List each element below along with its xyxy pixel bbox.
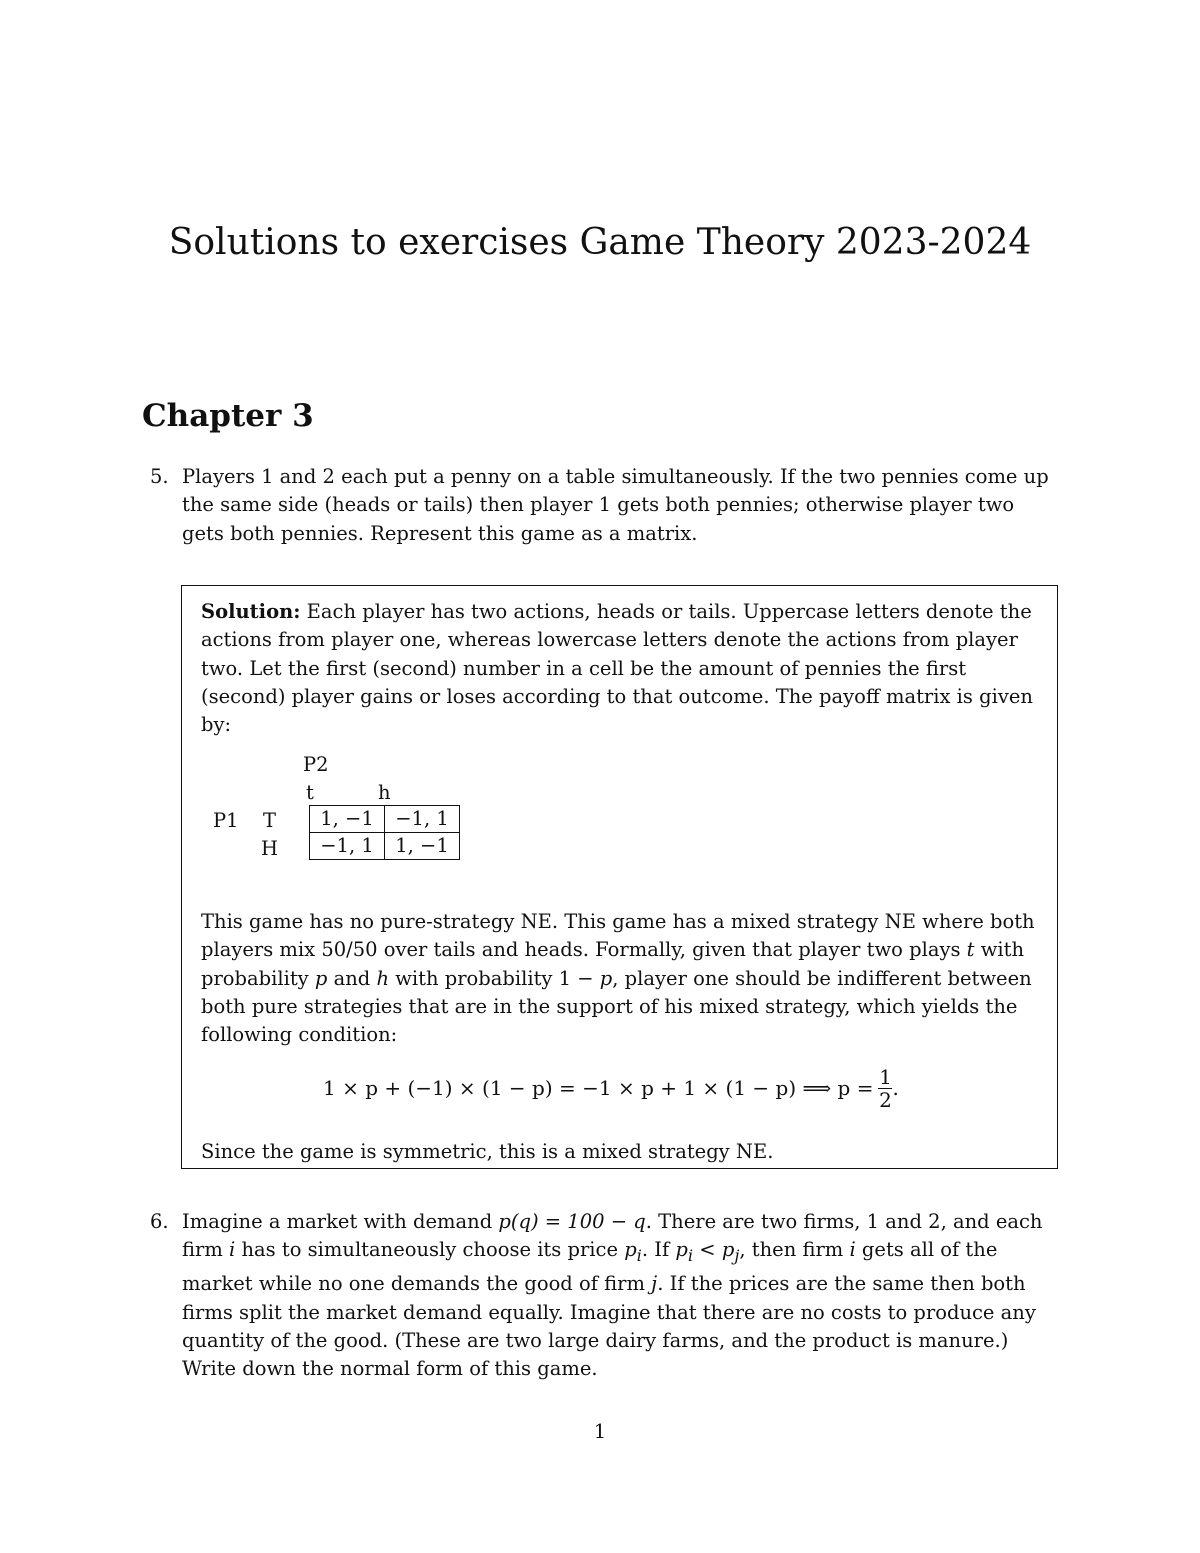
payoff-cell: −1, 1 — [385, 806, 460, 833]
payoff-table — [309, 805, 460, 860]
math-var: p — [314, 966, 328, 990]
text-run: with probability — [201, 938, 1025, 990]
exercise-5 — [150, 463, 1062, 548]
math-var: i — [229, 1238, 236, 1262]
payoff-cell: −1, 1 — [310, 833, 385, 860]
indifference-equation — [323, 1066, 899, 1111]
table-row — [310, 806, 460, 833]
solution-box — [181, 585, 1058, 1169]
text-run: gets all of the market while no one demands the good of firm — [182, 1238, 998, 1296]
math-subscript: i — [636, 1246, 642, 1266]
text-run: and — [327, 966, 377, 990]
solution-conclusion: Since the game is symmetric, this is a mixed strategy NE. — [201, 1140, 774, 1163]
exercise-number: 5. — [150, 465, 169, 488]
text-run: . If the prices are the same then both firms split the market demand equally. Imagine that there are no costs to produce any quantity of the good. (These are two large dairy farms, and the product is manure.) Write down the normal form of this game. — [182, 1272, 1036, 1381]
math-var: p — [624, 1238, 637, 1262]
text-run: , then firm — [739, 1238, 850, 1262]
text-run: . If — [641, 1238, 676, 1262]
math-var: j — [651, 1272, 658, 1296]
math-var: h — [376, 966, 390, 990]
fraction — [878, 1066, 892, 1111]
exercise-text: Players 1 and 2 each put a penny on a table simultaneously. If the two pennies come up the same side (heads or tails) then player 1 gets both pennies; otherwise player two gets both pennies. Represent this game as a matrix. — [182, 465, 1049, 545]
col-action-label: t — [306, 781, 314, 804]
page-number: 1 — [593, 1420, 607, 1443]
row-action-label: H — [261, 837, 279, 860]
page-title: Solutions to exercises Game Theory 2023-2024 — [168, 222, 1032, 263]
text-run: has to simultaneously choose its price — [235, 1238, 625, 1262]
exercise-number: 6. — [150, 1210, 169, 1233]
text-run: This game has no pure-strategy NE. This game has a mixed strategy NE where both players mix 50/50 over tails and heads. Formally, given that player two plays — [201, 910, 1035, 962]
solution-content — [201, 598, 1043, 1163]
solution-intro-text: Each player has two actions, heads or tails. Uppercase letters denote the actions from player one, whereas lowercase letters denote the actions from player two. Let the first (second) number in a cell be the amount of pennies the first (second) player gains or loses according to that outcome. The payoff matrix is given by: — [201, 600, 1033, 737]
solution-intro — [201, 598, 1043, 739]
chapter-heading: Chapter 3 — [142, 398, 314, 434]
table-row — [310, 833, 460, 860]
text-run: Imagine a market with demand — [182, 1210, 499, 1233]
math-var: i — [849, 1238, 856, 1262]
exercise-6 — [150, 1208, 1062, 1384]
math-operator: < — [693, 1238, 722, 1262]
fraction-denominator: 2 — [879, 1088, 892, 1112]
equation-end: . — [892, 1076, 899, 1101]
row-action-label: T — [263, 809, 277, 832]
text-run: , player one should be indifferent between both pure strategies that are in the support of his mixed strategy, which yields the following condition: — [201, 966, 1032, 1047]
payoff-cell: 1, −1 — [310, 806, 385, 833]
text-run: . There are two firms, 1 and 2, and each firm — [182, 1210, 1043, 1262]
math-subscript: i — [687, 1246, 694, 1266]
text-run: with probability 1 − — [389, 966, 600, 990]
solution-analysis — [201, 908, 1043, 1049]
math-var: p — [675, 1238, 688, 1262]
equation-lhs: 1 × p + (−1) × (1 − p) = −1 × p + 1 × (1 − p) ⟹ p = — [323, 1076, 874, 1101]
math-var: t — [966, 938, 975, 962]
math-subscript: j — [734, 1246, 740, 1266]
fraction-numerator: 1 — [879, 1065, 892, 1089]
math-expr: p(q) = 100 − q — [498, 1210, 646, 1233]
math-var: p — [721, 1238, 735, 1262]
exercise-text — [182, 1208, 1062, 1384]
math-var: p — [599, 966, 613, 990]
col-player-label: P2 — [303, 753, 329, 776]
row-player-label: P1 — [213, 809, 239, 832]
payoff-cell: 1, −1 — [385, 833, 460, 860]
col-action-label: h — [378, 781, 391, 804]
solution-label: Solution: — [201, 600, 301, 623]
